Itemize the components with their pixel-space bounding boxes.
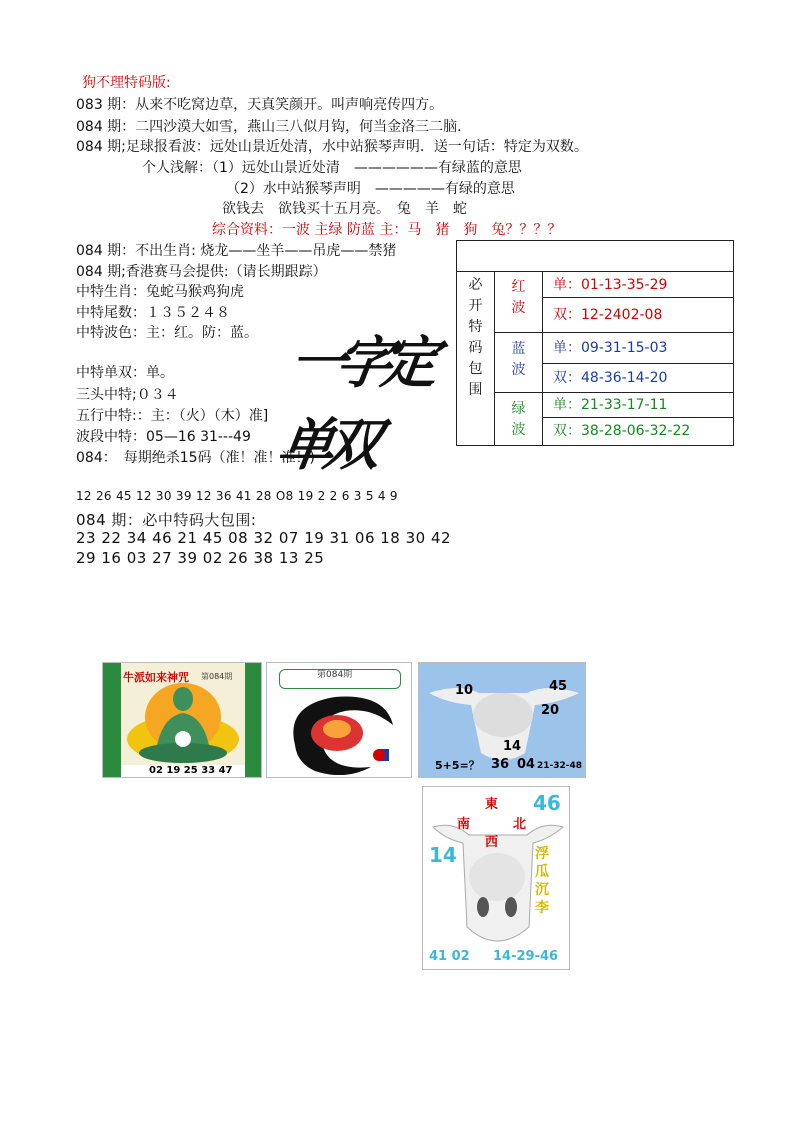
buddha-image xyxy=(102,662,262,778)
package-title: 084 期：必中特码大包围: xyxy=(76,511,257,529)
side-char: 开 xyxy=(468,298,483,314)
direction-north: 北 xyxy=(513,817,527,832)
poem-line-083: 083 期：从来不吃窝边草，天真笑颜开。叫声响亮传四方。 xyxy=(76,97,444,113)
poem-line-084a: 084 期：二四沙漠大如雪，燕山三八似月钩，何当金洛三二脑. xyxy=(76,119,462,135)
wave-red xyxy=(495,271,543,333)
analysis-line-1: 个人浅解：（1）远处山景近处清 ——————有绿蓝的意思 xyxy=(142,160,522,176)
page-title: 狗不理特码版: xyxy=(82,75,171,91)
direction-south: 南 xyxy=(457,817,471,832)
info-no-zodiac: 084 期：不出生肖: 烧龙——坐羊——吊虎——禁猪 xyxy=(76,243,397,259)
red-double: 双：12-2402-08 xyxy=(543,298,733,333)
wave-blue xyxy=(495,333,543,393)
side-char: 码 xyxy=(468,340,483,356)
buddha-numbers: 02 19 25 33 47 xyxy=(149,765,233,776)
direction-east: 東 xyxy=(485,797,499,812)
direction-west: 西 xyxy=(485,835,499,850)
info-head: 三头中特;０３４ xyxy=(76,387,179,403)
table-header-row xyxy=(457,241,733,272)
bull-num-7: 04 xyxy=(517,757,536,772)
side-char: 特 xyxy=(468,319,483,335)
skull-side-text: 浮瓜沉李 xyxy=(535,846,549,916)
left-strip xyxy=(103,663,121,778)
analysis-line-2: （2）水中站猴琴声明 —————有绿的意思 xyxy=(226,181,515,197)
info-odd-even: 中特单双：单。 xyxy=(76,365,174,381)
package-row-1: 23 22 34 46 21 45 08 32 07 19 31 06 18 30 42 xyxy=(76,529,452,547)
info-source: 084 期;香港赛马会提供:（请长期跟踪） xyxy=(76,264,327,280)
bull-num-4: 14 xyxy=(503,739,522,754)
package-row-2: 29 16 03 27 39 02 26 38 13 25 xyxy=(76,549,325,567)
side-char: 必 xyxy=(468,277,483,293)
bull-num-2: 45 xyxy=(549,679,568,694)
numbers-line: 12 26 45 12 30 39 12 36 41 28 O8 19 2 2 6 3 5 4 9 xyxy=(76,489,398,503)
red-single: 单：01-13-35-29 xyxy=(543,271,733,298)
swirl-image xyxy=(266,662,412,778)
table-side-label xyxy=(457,271,495,445)
green-double: 双：38-28-06-32-22 xyxy=(553,423,691,439)
green-single: 单：21-33-17-11 xyxy=(543,393,733,418)
info-band: 波段中特：05—16 31---49 xyxy=(76,429,251,445)
summary-line: 综合资料：一波 主绿 防蓝 主：马 猪 狗 兔？？？？ xyxy=(212,222,562,238)
buddha-figure xyxy=(121,681,245,765)
bull-num-6: 36 xyxy=(491,757,510,772)
wave-green xyxy=(495,393,543,445)
right-strip xyxy=(245,663,262,778)
side-char: 围 xyxy=(468,382,483,398)
wave-label: 蓝波 xyxy=(511,341,526,378)
poem-line-084b: 084 期;足球报看波：远处山景近处清，水中站猴琴声明．送一句话：特定为双数。 xyxy=(76,139,588,155)
info-wave-color: 中特波色：主：红。防：蓝。 xyxy=(76,325,258,341)
special-code-table xyxy=(456,240,734,446)
bull-num-8: 21-32-48 xyxy=(537,761,583,771)
skull-image xyxy=(422,786,570,970)
bull-num-5: 5+5=？ xyxy=(435,759,480,772)
calligraphy-title: 一字定单双 xyxy=(273,330,433,478)
buddha-issue: 第084期 xyxy=(201,672,233,681)
skull-num-14: 14 xyxy=(429,843,457,867)
side-char: 包 xyxy=(468,361,483,377)
buddha-title: 牛派如来神咒 xyxy=(123,671,189,684)
analysis-line-3: 欲钱去 欲钱买十五月亮。 兔 羊 蛇 xyxy=(222,201,467,217)
info-kill: 084： 每期绝杀15码（准！准！准！) xyxy=(76,450,315,466)
skull-bottom-1: 41 02 xyxy=(429,949,470,964)
info-zodiac: 中特生肖：兔蛇马猴鸡狗虎 xyxy=(76,284,244,300)
wave-label: 红波 xyxy=(511,279,526,316)
blue-single: 单：09-31-15-03 xyxy=(543,333,733,364)
skull-num-46: 46 xyxy=(533,791,561,815)
info-five-elements: 五行中特:：主：（火）（木）准] xyxy=(76,408,269,424)
blue-double: 双：48-36-14-20 xyxy=(543,364,733,393)
skull-bottom-2: 14-29-46 xyxy=(493,949,559,964)
bull-image xyxy=(418,662,586,778)
swirl-issue: 第084期 xyxy=(317,670,353,680)
bull-num-3: 20 xyxy=(541,703,560,718)
bull-num-1: 10 xyxy=(455,683,474,698)
info-tails: 中特尾数：１３５２４８ xyxy=(76,305,230,321)
swirl-graphic xyxy=(275,685,405,775)
wave-label: 绿波 xyxy=(511,401,526,438)
